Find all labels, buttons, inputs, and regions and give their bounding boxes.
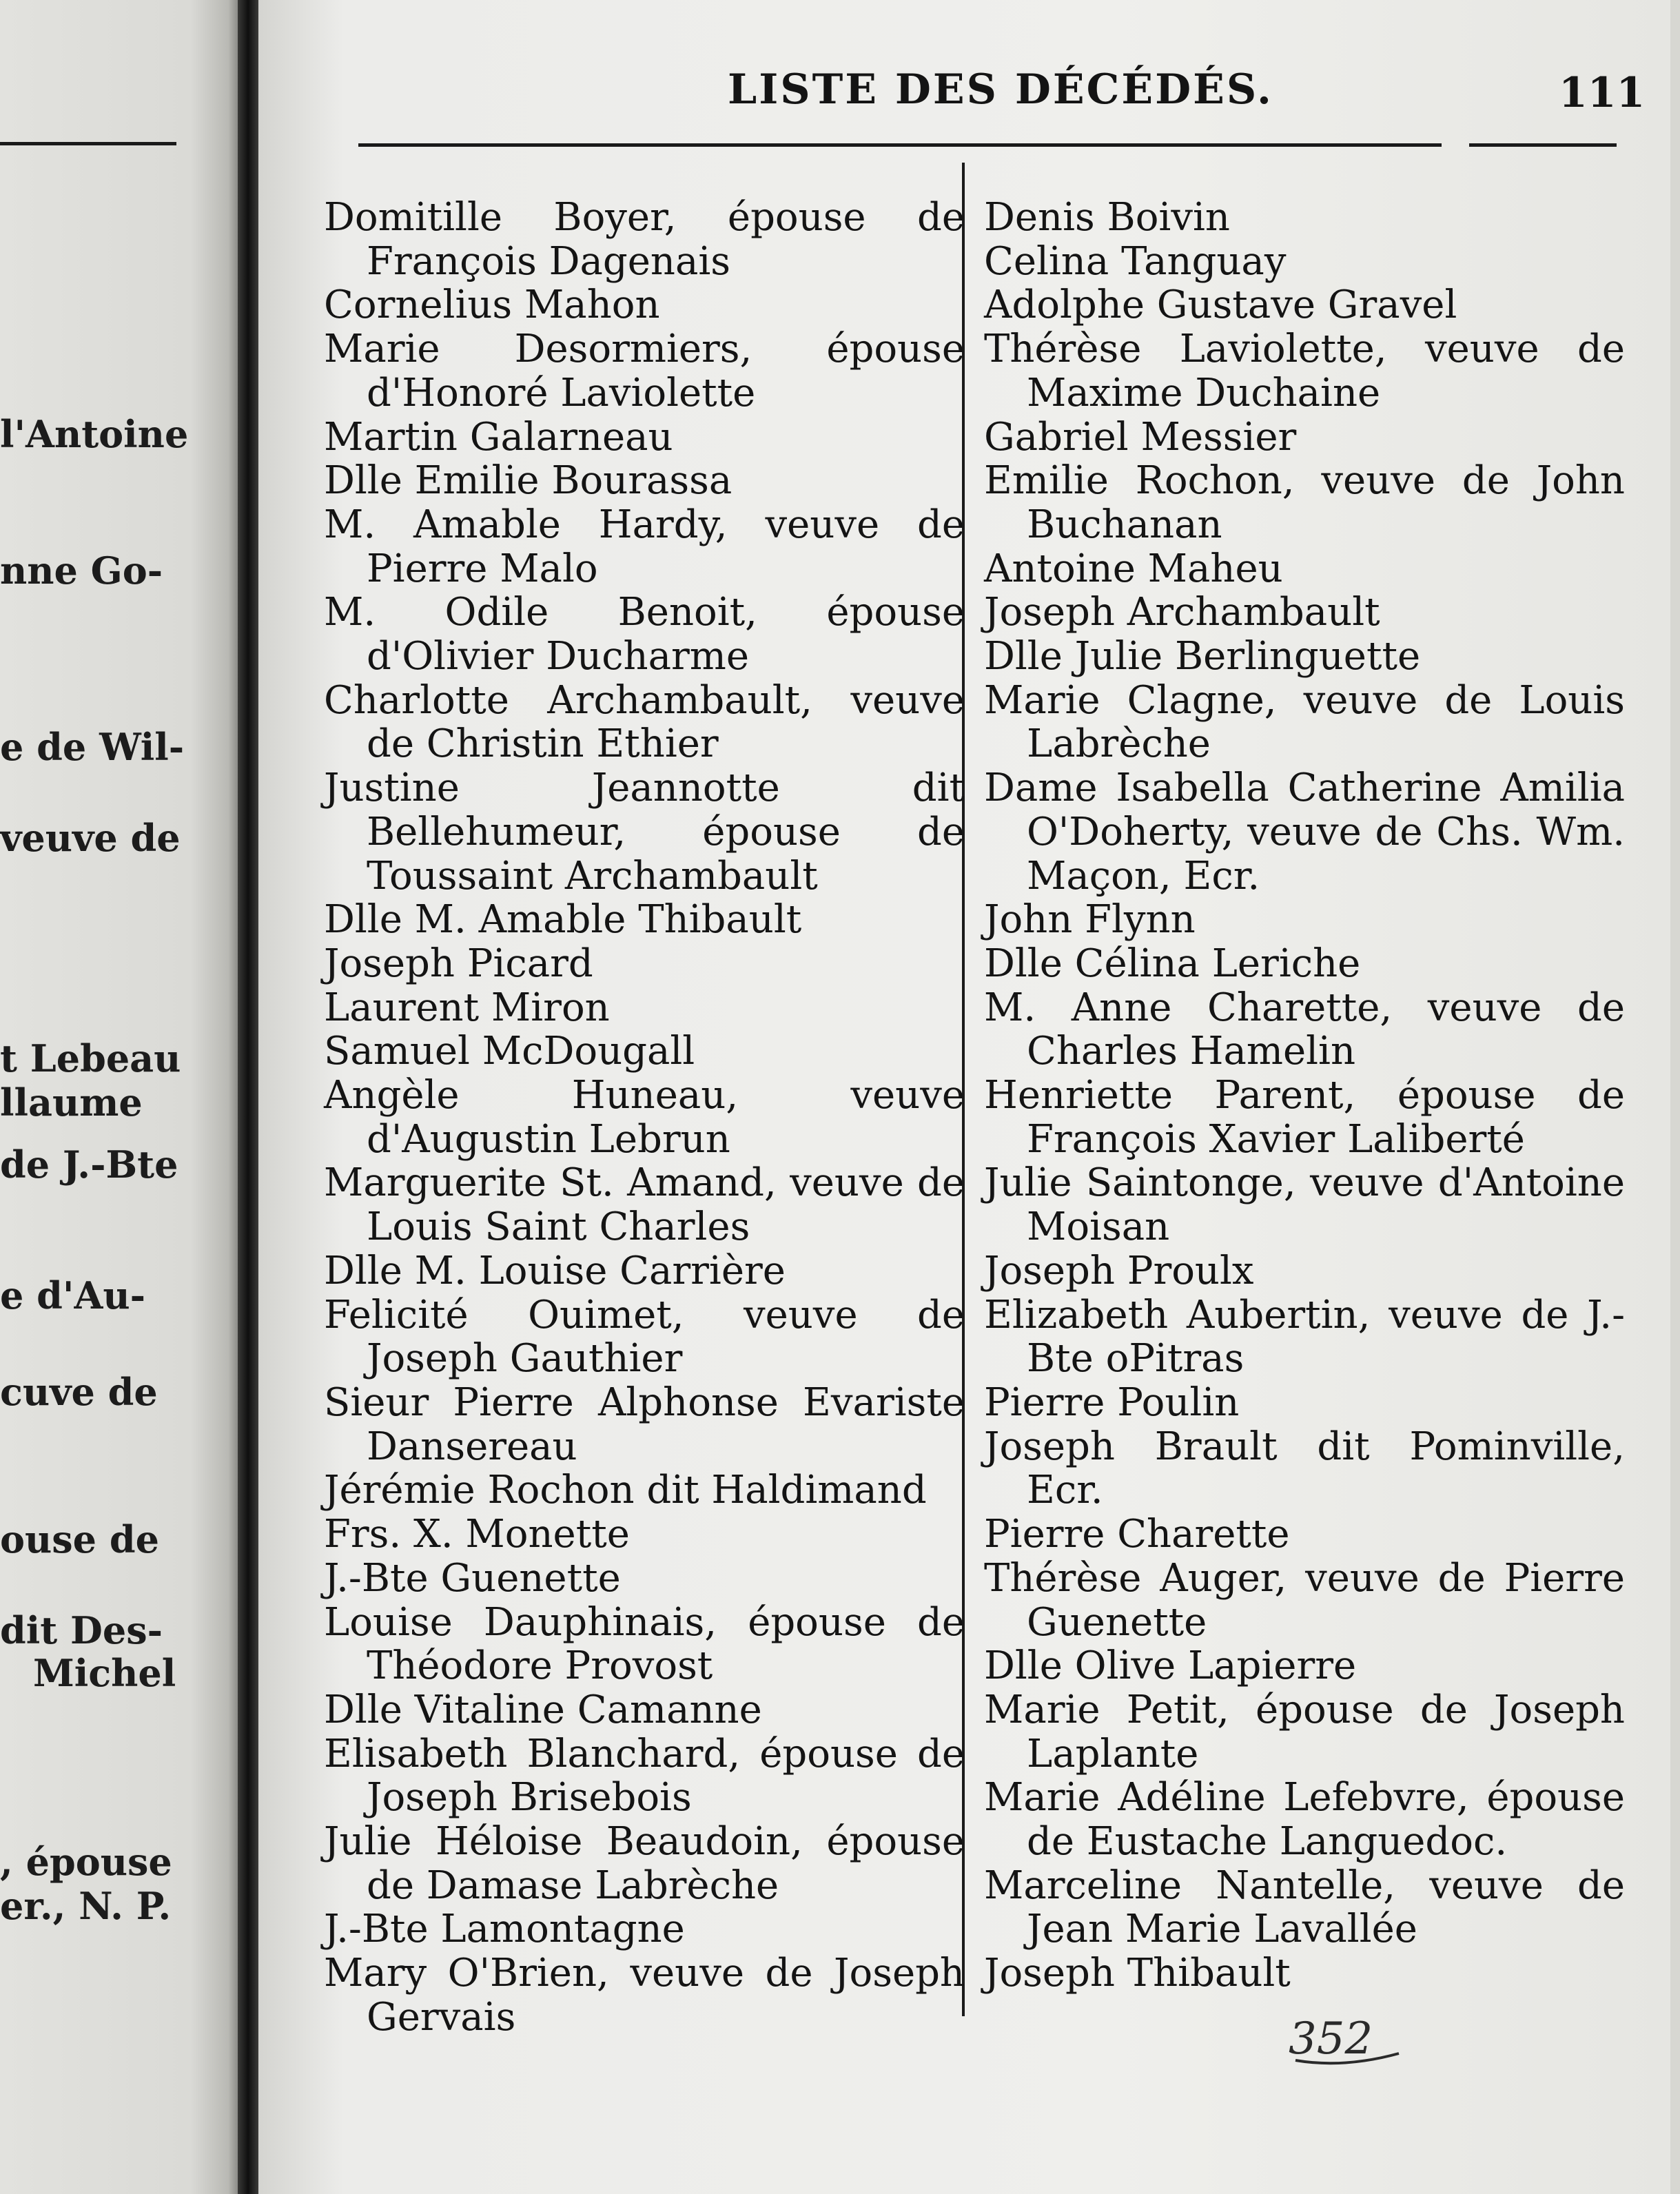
death-entry: Laurent Miron bbox=[324, 985, 610, 1030]
death-entry: Sieur Pierre Alphonse Evariste Dansereau bbox=[324, 1380, 965, 1469]
death-entry: Marie Adéline Lefebvre, épouse de Eustache Languedoc. bbox=[984, 1775, 1625, 1865]
death-entry: Joseph Picard bbox=[324, 941, 593, 986]
facing-page-fragment: veuve de bbox=[0, 816, 181, 860]
death-entry: Marie Clagne, veuve de Louis Labrèche bbox=[984, 677, 1625, 767]
handwritten-number: 352 bbox=[1289, 2013, 1373, 2064]
death-entry: Marguerite St. Amand, veuve de Louis Saint Charles bbox=[324, 1160, 965, 1250]
death-entry: Martin Galarneau bbox=[324, 414, 673, 460]
death-entry: Mary O'Brien, veuve de Joseph Gervais bbox=[324, 1951, 965, 2040]
running-head: LISTE DES DÉCÉDÉS. bbox=[728, 65, 1273, 114]
death-entry: John Flynn bbox=[984, 897, 1196, 943]
death-entry: Pierre Charette bbox=[984, 1512, 1290, 1557]
death-entry: Dame Isabella Catherine Amilia O'Doherty, veuve de Chs. Wm. Maçon, Ecr. bbox=[984, 766, 1625, 899]
facing-page-fragment: llaume bbox=[0, 1080, 143, 1125]
death-entry: Samuel McDougall bbox=[324, 1029, 695, 1074]
death-entry: Denis Boivin bbox=[984, 195, 1230, 240]
facing-page-fragment: , épouse bbox=[0, 1840, 172, 1884]
death-entry: Julie Saintonge, veuve d'Antoine Moisan bbox=[984, 1160, 1625, 1250]
facing-page-fragment: cuve de bbox=[0, 1370, 158, 1414]
death-entry: Joseph Brault dit Pominville, Ecr. bbox=[984, 1424, 1625, 1513]
death-entry: Dlle M. Louise Carrière bbox=[324, 1248, 786, 1293]
facing-page-fragment: e d'Au- bbox=[0, 1273, 146, 1318]
facing-page-fragment: de J.-Bte bbox=[0, 1142, 178, 1187]
death-entry: Dlle Vitaline Camanne bbox=[324, 1687, 762, 1732]
death-entry: Marie Desormiers, épouse d'Honoré Laviolette bbox=[324, 327, 965, 416]
death-entry: J.-Bte Guenette bbox=[324, 1555, 621, 1601]
header-rule-right bbox=[1469, 143, 1617, 147]
facing-page-fragment: l'Antoine bbox=[0, 412, 189, 456]
death-entry: Louise Dauphinais, épouse de Théodore Provost bbox=[324, 1599, 965, 1689]
death-entry: Dlle Célina Leriche bbox=[984, 941, 1361, 986]
page-number: 111 bbox=[1559, 69, 1646, 117]
death-entry: M. Amable Hardy, veuve de Pierre Malo bbox=[324, 502, 965, 591]
death-entry: Justine Jeannotte dit Bellehumeur, épouse de Toussaint Archambault bbox=[324, 766, 965, 899]
death-entry: Joseph Thibault bbox=[984, 1951, 1291, 1996]
death-entry: Antoine Maheu bbox=[984, 546, 1283, 591]
death-entry: Cornelius Mahon bbox=[324, 283, 660, 328]
death-entry: Dlle M. Amable Thibault bbox=[324, 897, 802, 943]
death-entry: Jérémie Rochon dit Haldimand bbox=[324, 1468, 927, 1513]
death-entry: Gabriel Messier bbox=[984, 414, 1297, 460]
death-entry: Dlle Emilie Bourassa bbox=[324, 458, 733, 504]
death-entry: Thérèse Laviolette, veuve de Maxime Duchaine bbox=[984, 327, 1625, 416]
death-entry: Charlotte Archambault, veuve de Christin Ethier bbox=[324, 677, 965, 767]
death-entry: Angèle Huneau, veuve d'Augustin Lebrun bbox=[324, 1073, 965, 1162]
death-entry: Henriette Parent, épouse de François Xavier Laliberté bbox=[984, 1073, 1625, 1162]
death-entry: Elisabeth Blanchard, épouse de Joseph Brisebois bbox=[324, 1731, 965, 1821]
facing-page bbox=[0, 0, 238, 2194]
facing-page-fragment: Michel bbox=[33, 1651, 176, 1695]
death-entry: Dlle Julie Berlinguette bbox=[984, 634, 1421, 679]
death-entry: Joseph Proulx bbox=[984, 1248, 1254, 1293]
death-entry: Celina Tanguay bbox=[984, 238, 1287, 284]
death-entry: Marceline Nantelle, veuve de Jean Marie Lavallée bbox=[984, 1863, 1625, 1952]
death-entry: Dlle Olive Lapierre bbox=[984, 1643, 1357, 1689]
right-column bbox=[984, 196, 1625, 1996]
facing-page-fragment: nne Go- bbox=[0, 548, 163, 593]
death-entry: M. Anne Charette, veuve de Charles Hamelin bbox=[984, 985, 1625, 1074]
facing-page-fragment: e de Wil- bbox=[0, 725, 185, 769]
facing-page-fragment: t Lebeau bbox=[0, 1036, 181, 1080]
facing-page-fragment: ouse de bbox=[0, 1517, 159, 1561]
death-entry: Pierre Poulin bbox=[984, 1380, 1240, 1425]
facing-page-rule bbox=[0, 142, 176, 145]
death-entry: Domitille Boyer, épouse de François Dagenais bbox=[324, 195, 965, 284]
death-entry: Emilie Rochon, veuve de John Buchanan bbox=[984, 458, 1625, 547]
death-entry: Frs. X. Monette bbox=[324, 1512, 630, 1557]
header-rule-main bbox=[358, 143, 1442, 147]
page-edge bbox=[1670, 0, 1680, 2194]
death-entry: Adolphe Gustave Gravel bbox=[984, 283, 1457, 328]
death-entry: Felicité Ouimet, veuve de Joseph Gauthier bbox=[324, 1292, 965, 1382]
handwritten-annotation bbox=[1282, 2005, 1420, 2074]
facing-page-fragment: dit Des- bbox=[0, 1608, 163, 1652]
death-entry: Elizabeth Aubertin, veuve de J.-Bte oPitras bbox=[984, 1292, 1625, 1382]
death-entry: Marie Petit, épouse de Joseph Laplante bbox=[984, 1687, 1625, 1776]
book-gutter bbox=[238, 0, 258, 2194]
death-entry: J.-Bte Lamontagne bbox=[324, 1907, 685, 1952]
death-entry: Julie Héloise Beaudoin, épouse de Damase Labrèche bbox=[324, 1819, 965, 1908]
death-entry: M. Odile Benoit, épouse d'Olivier Ducharme bbox=[324, 590, 965, 679]
death-entry: Joseph Archambault bbox=[984, 590, 1380, 635]
facing-page-fragment: er., N. P. bbox=[0, 1884, 172, 1928]
death-entry: Thérèse Auger, veuve de Pierre Guenette bbox=[984, 1555, 1625, 1645]
left-column bbox=[324, 196, 965, 2040]
